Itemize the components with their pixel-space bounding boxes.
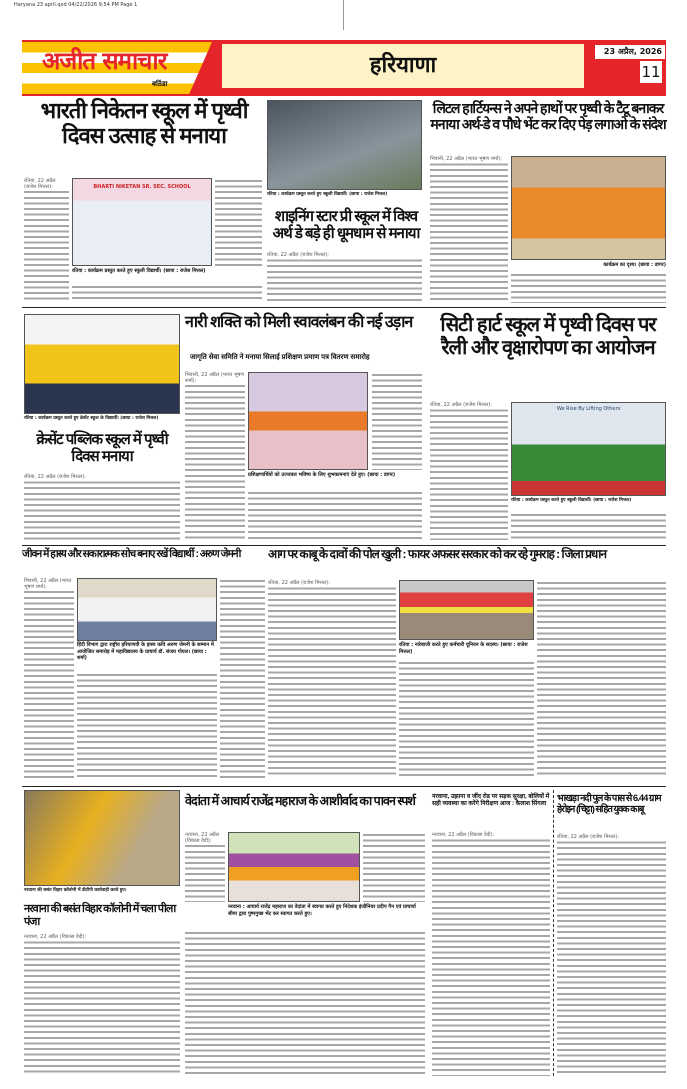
divider — [22, 786, 666, 787]
issue-date: 23 अप्रैल, 2026 — [595, 45, 665, 59]
article-photo — [24, 314, 180, 414]
article-body — [363, 832, 425, 902]
dateline: नरवाना, 22 अप्रैल (विकास वेदी): — [24, 934, 180, 940]
headline: वेदांता में आचार्य राजेंद्र महाराज के आशीर्वाद का पावन स्पर्श — [185, 794, 415, 808]
section-title: हरियाणा — [222, 44, 584, 88]
divider — [22, 545, 666, 546]
photo-caption: रतिया : नारेबाजी करते हुए कर्मचारी यूनियन के सदस्य। (छाया : राजेश मित्तल) — [399, 642, 528, 655]
headline: क्रेसेंट पब्लिक स्कूल में पृथ्वी दिवस मनाया — [36, 431, 168, 466]
photo-banner-text: BHARTI NIKETAN SR. SEC. SCHOOL — [93, 184, 191, 190]
article-body — [430, 156, 508, 302]
article-photo — [399, 580, 534, 640]
headline: नरवाना, उझाना व जींद रोड पर सड़क सुरक्षा, बोलियों में सही व्यवस्था का करेंगे निरीक्षण आज : कैलाश सिंगला — [432, 794, 550, 807]
divider — [22, 307, 666, 308]
article-body — [432, 832, 550, 1076]
article-photo — [24, 790, 180, 886]
photo-caption: रतिया : कार्यक्रम प्रस्तुत करते हुए स्कूली विद्यार्थी। (छाया : राजेश मित्तल) — [267, 192, 388, 197]
dateline: भिवानी, 22 अप्रैल (भारत भूषण शर्मा): — [430, 156, 508, 162]
headline: जीवन में हास्य और सकारात्मक सोच बनाए रखें विद्यार्थी : अरुण जेमनी — [22, 548, 241, 560]
dateline: रतिया, 22 अप्रैल (राजेश मित्तल): — [24, 474, 180, 480]
dateline: रतिया, 22 अप्रैल (राजेश मित्तल): — [557, 834, 666, 840]
article-body — [72, 284, 262, 303]
photo-caption: हिंदी विभाग द्वारा राष्ट्रीय हरियाणवी के हास्य कवि अरुण जेमनी के सम्मान में आयोजित समारोह में महाविद्यालय के प्राचार्य डॉ. संजय गोयल। (छाया : शर्मा) — [77, 642, 214, 661]
dateline: रतिया, 22 अप्रैल (राजेश मित्तल): — [267, 252, 422, 258]
photo-caption: नरवाना : आचार्य राजेंद्र महाराज का वेदांता में स्वागत करते हुए निदेशक इंजीनियर प्रदीप गैन एवं प्राचार्या सीमा द्वारा पुष्पगुच्छ भेंट कर स्वागत करते हुए। — [228, 904, 416, 917]
page-number: 11 — [641, 63, 661, 81]
article-body — [372, 372, 422, 470]
photo-caption: कार्यक्रम का दृश्य। (छाया : डागर) — [603, 262, 666, 268]
article-body — [24, 934, 180, 1076]
masthead — [22, 40, 666, 96]
subheadline: जागृति सेवा समिति ने मनाया सिलाई प्रशिक्षण प्रमाण पत्र वितरण समारोह — [190, 354, 370, 361]
photo-caption: रतिया : कार्यक्रम प्रस्तुत करते हुए क्रेसेंट स्कूल के विद्यार्थी। (छाया : राजेश मित्तल) — [24, 416, 159, 421]
article-body — [267, 252, 422, 303]
article-body — [268, 580, 396, 778]
photo-caption: प्रशिक्षणार्थियों को उज्जवल भविष्य के लिए शुभकामनाएं देते हुए। (छाया : डागर) — [248, 472, 396, 478]
article-body — [430, 402, 508, 540]
article-photo — [72, 178, 212, 266]
dateline: नरवाना, 22 अप्रैल (विकास वेदी): — [432, 832, 550, 838]
photo-banner-text: We Rise By Lifting Others — [556, 406, 621, 412]
dateline: नरवाना, 22 अप्रैल (विकास वेदी): — [185, 832, 225, 844]
headline: सिटी हार्ट स्कूल में पृथ्वी दिवस पर रैली और वृक्षारोपण का आयोजन — [440, 314, 656, 359]
headline: भारती निकेतन स्कूल में पृथ्वी दिवस उत्साह से मनाया — [40, 98, 248, 149]
article-body — [185, 372, 245, 540]
article-body — [24, 178, 69, 300]
article-body — [185, 930, 425, 1076]
edition-city: बठिंडा — [152, 80, 168, 88]
article-body — [511, 512, 666, 540]
column-divider — [553, 790, 554, 1076]
dateline: रतिया, 22 अप्रैल (राजेश मित्तल): — [268, 580, 396, 586]
article-photo — [511, 402, 666, 496]
article-body — [24, 474, 180, 540]
dateline: भिवानी, 22 अप्रैल (भारत भूषण शर्मा): — [185, 372, 244, 384]
article-body — [248, 490, 422, 540]
article-photo — [248, 372, 368, 470]
photo-caption: रतिया : कार्यक्रम प्रस्तुत करते हुए स्कूली विद्यार्थी। (छाया : राजेश मित्तल) — [72, 268, 206, 274]
photo-caption: रतिया : कार्यक्रम प्रस्तुत करते हुए स्कूली विद्यार्थी। (छाया : राजेश मित्तल) — [511, 498, 632, 503]
article-body — [511, 272, 666, 303]
headline: लिटल हार्टियन्स ने अपने हाथों पर पृथ्वी के टैटू बनाकर मनाया अर्थ-डे व पौधे भेंट कर दिए पेड़ लगाओ के संदेश — [430, 100, 666, 133]
article-body — [220, 578, 265, 778]
newspaper-logo: अजीत समाचार — [42, 46, 167, 75]
headline: नारी शक्ति को मिली स्वावलंबन की नई उड़ान — [185, 314, 413, 331]
headline: आग पर काबू के दावों की पोल खुली : फायर अफसर सरकार को कर रहे गुमराह : जिला प्रधान — [268, 547, 607, 561]
headline: नरवाना की बसंत विहार कॉलोनी में चला पीला पंजा — [24, 903, 176, 928]
photo-caption: नरवाना की बसंत विहार कॉलोनी में डीटीपी कार्यवाही करते हुए। — [24, 888, 127, 893]
article-body — [24, 578, 74, 778]
article-body — [185, 832, 225, 902]
article-body — [77, 672, 217, 778]
article-body — [399, 660, 534, 778]
dateline: भिवानी, 22 अप्रैल (भारत भूषण शर्मा): — [24, 578, 74, 590]
article-body — [537, 580, 666, 778]
article-body — [557, 834, 666, 1076]
headline: शाइनिंग स्टार प्री स्कूल में विश्व अर्थ डे बड़े ही धूमधाम से मनाया — [272, 208, 420, 243]
article-body — [215, 178, 262, 266]
article-photo — [77, 578, 217, 641]
article-photo — [228, 832, 360, 902]
headline: भाखड़ा नदी पुल के पास से 6.44 ग्राम हेरोइन (चिट्टा) सहित युवक काबू — [557, 793, 661, 815]
dateline: रतिया, 22 अप्रैल (राजेश मित्तल): — [24, 178, 69, 190]
print-slug: Haryana 23 april.qxd 04/22/2026 9:54 PM Page 1 — [14, 2, 138, 8]
dateline: रतिया, 22 अप्रैल (राजेश मित्तल): — [430, 402, 508, 408]
crop-mark — [343, 0, 344, 30]
article-photo — [267, 100, 422, 190]
article-photo — [511, 156, 666, 260]
